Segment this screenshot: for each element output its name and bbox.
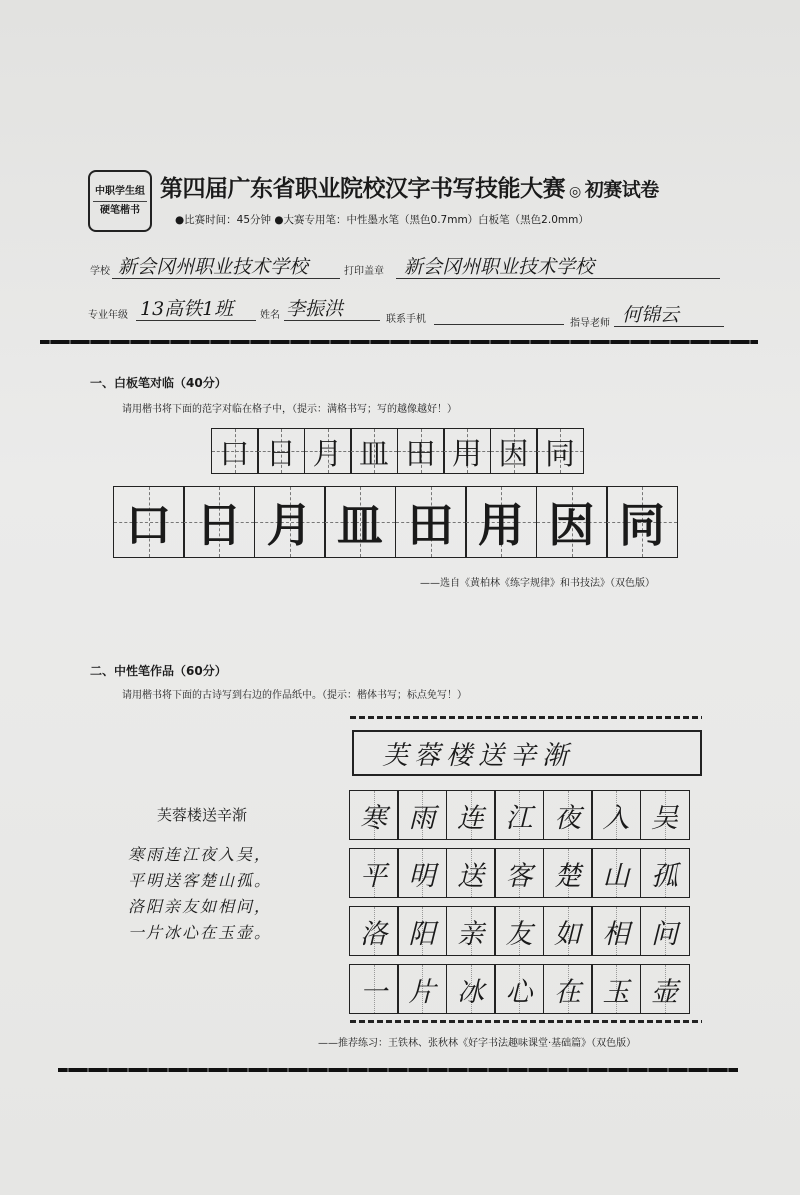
copy-cell[interactable]: 孤 [640, 848, 690, 898]
seal-label: 打印盖章 [344, 266, 384, 277]
writing-grid-row[interactable] [114, 486, 678, 558]
title-text: 第四届广东省职业院校汉字书写技能大赛 [160, 176, 565, 202]
poem-line: 寒雨连江夜入吴， [128, 845, 273, 864]
class-label: 专业年级 [88, 310, 128, 321]
copy-cell[interactable]: 如 [543, 906, 593, 956]
model-char-row [212, 428, 584, 474]
school-field[interactable] [112, 252, 340, 279]
class-field[interactable] [136, 294, 256, 321]
school-value: 新会冈州职业技术学校 [118, 256, 309, 278]
copy-cell[interactable]: 寒 [349, 790, 399, 840]
writing-cell[interactable]: 用 [465, 486, 537, 558]
phone-label: 联系手机 [386, 314, 426, 325]
copy-cell[interactable]: 在 [543, 964, 593, 1014]
copy-title-text: 芙蓉楼送辛渐 [382, 740, 575, 771]
seal-value: 新会冈州职业技术学校 [404, 256, 595, 278]
page-title [160, 170, 659, 203]
copy-cell[interactable]: 壶 [640, 964, 690, 1014]
name-field[interactable] [284, 294, 380, 321]
copy-frame-bottom-rule [350, 1020, 702, 1023]
copy-grid-row[interactable] [350, 964, 690, 1014]
model-char-cell: 田 [397, 428, 445, 474]
writing-cell[interactable]: 皿 [324, 486, 396, 558]
writing-cell[interactable]: 田 [395, 486, 467, 558]
copy-cell[interactable]: 心 [494, 964, 544, 1014]
copy-cell[interactable]: 吴 [640, 790, 690, 840]
copy-cell[interactable]: 雨 [397, 790, 447, 840]
copy-cell[interactable]: 入 [591, 790, 641, 840]
copy-cell[interactable]: 亲 [446, 906, 496, 956]
copy-cell[interactable]: 一 [349, 964, 399, 1014]
copy-cell[interactable]: 友 [494, 906, 544, 956]
model-char-cell: 同 [536, 428, 584, 474]
poem-line: 平明送客楚山孤。 [128, 871, 273, 890]
model-char-cell: 因 [490, 428, 538, 474]
school-label: 学校 [90, 266, 110, 277]
copy-frame-top-rule [350, 716, 702, 719]
copy-cell[interactable]: 冰 [446, 964, 496, 1014]
writing-cell[interactable]: 月 [254, 486, 326, 558]
stamp-line2: 硬笔楷书 [93, 201, 147, 220]
paper-name: 初赛试卷 [584, 179, 659, 201]
writing-cell[interactable]: 日 [183, 486, 255, 558]
copy-title-box[interactable] [352, 730, 702, 776]
copy-cell[interactable]: 玉 [591, 964, 641, 1014]
copy-cell[interactable]: 客 [494, 848, 544, 898]
section1-instruction: 请用楷书将下面的范字对临在格子中，（提示：满格书写；写的越像越好！） [122, 404, 457, 415]
copy-grid-row[interactable] [350, 906, 690, 956]
header-divider [40, 340, 758, 344]
class-value: 13高铁1班 [140, 298, 234, 320]
section1-source: ——选自《黄柏林《练字规律》和书技法》（双色版） [420, 578, 655, 589]
copy-cell[interactable]: 夜 [543, 790, 593, 840]
copy-cell[interactable]: 片 [397, 964, 447, 1014]
poem-title: 芙蓉楼送辛渐 [157, 806, 248, 824]
copy-cell[interactable]: 阳 [397, 906, 447, 956]
teacher-field[interactable] [614, 300, 724, 327]
stamp-line1: 中职学生组 [95, 185, 145, 197]
section2-source: ——推荐练习：王铁林、张秋林《好字书法趣味课堂·基础篇》（双色版） [318, 1038, 637, 1049]
model-char-cell: 用 [443, 428, 491, 474]
section2-title: 二、中性笔作品（60分） [90, 664, 227, 678]
section1-title: 一、白板笔对临（40分） [90, 376, 227, 390]
copy-grid-row[interactable] [350, 790, 690, 840]
model-char-cell: 日 [257, 428, 305, 474]
poem-line: 洛阳亲友如相问， [128, 897, 273, 916]
model-char-cell: 月 [304, 428, 352, 474]
teacher-value: 何锦云 [622, 304, 680, 326]
category-stamp [88, 170, 152, 232]
copy-cell[interactable]: 楚 [543, 848, 593, 898]
writing-cell[interactable]: 口 [113, 486, 185, 558]
footer-divider [58, 1068, 738, 1072]
copy-cell[interactable]: 山 [591, 848, 641, 898]
title-mark: ◎ [569, 184, 581, 200]
poem-line: 一片冰心在玉壶。 [128, 923, 273, 942]
name-value: 李振洪 [286, 298, 344, 320]
exam-info: ●比赛时间：45分钟 ●大赛专用笔：中性墨水笔（黑色0.7mm）白板笔（黑色2.0mm） [175, 214, 589, 226]
copy-cell[interactable]: 平 [349, 848, 399, 898]
writing-cell[interactable]: 同 [606, 486, 678, 558]
model-char-cell: 皿 [350, 428, 398, 474]
copy-cell[interactable]: 连 [446, 790, 496, 840]
copy-cell[interactable]: 明 [397, 848, 447, 898]
copy-cell[interactable]: 江 [494, 790, 544, 840]
name-label: 姓名 [260, 310, 280, 321]
teacher-label: 指导老师 [570, 318, 610, 329]
copy-cell[interactable]: 相 [591, 906, 641, 956]
model-char-cell: 口 [211, 428, 259, 474]
section2-instruction: 请用楷书将下面的古诗写到右边的作品纸中。（提示：楷体书写；标点免写！） [122, 690, 467, 701]
phone-field[interactable] [434, 298, 564, 325]
copy-cell[interactable]: 问 [640, 906, 690, 956]
seal-field[interactable] [396, 252, 720, 279]
copy-grid-row[interactable] [350, 848, 690, 898]
copy-cell[interactable]: 洛 [349, 906, 399, 956]
copy-cell[interactable]: 送 [446, 848, 496, 898]
writing-cell[interactable]: 因 [536, 486, 608, 558]
